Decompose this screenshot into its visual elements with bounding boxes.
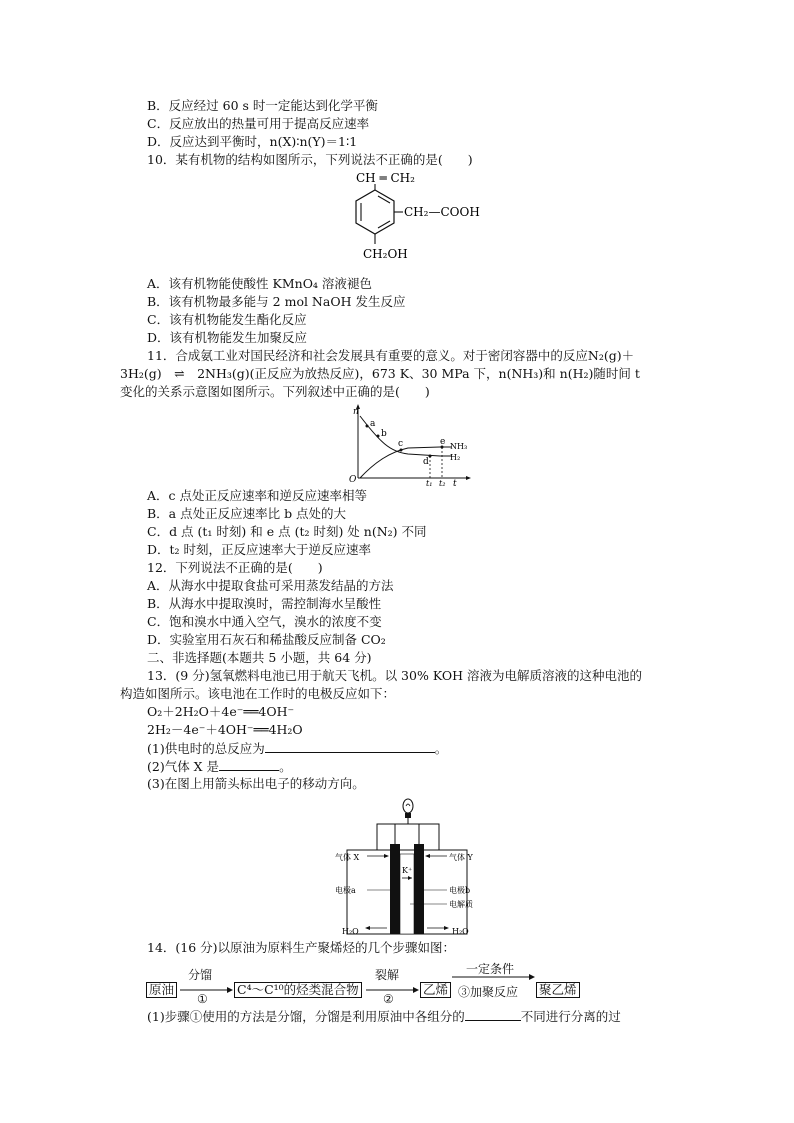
q14-part-1-end: 不同进行分离的过: [520, 1009, 621, 1024]
fuel-cell-electrolyte: 电解质: [449, 900, 473, 909]
q13-part-2-text: (2)气体 X 是: [147, 759, 220, 774]
graph-label-t2: t₂: [439, 479, 446, 486]
q13-part-1-text: (1)供电时的总反应为: [147, 741, 265, 756]
fuel-cell-electrode-a: 电极a: [335, 886, 356, 895]
fuel-cell-kplus: K⁺: [402, 866, 413, 875]
flow-condition: 一定条件: [466, 962, 515, 976]
q13-part-1-end: 。: [434, 741, 448, 756]
flow-step1-label: 分馏: [188, 968, 213, 982]
flow-step2-label: 裂解: [375, 968, 400, 982]
q12-option-a: A．从海水中提取食盐可采用蒸发结晶的方法: [147, 578, 394, 593]
fuel-cell-gas-x: 气体 X: [335, 853, 360, 862]
flow-mixture: C⁴～C¹⁰的烃类混合物: [234, 982, 362, 998]
q10-option-c: C．该有机物能发生酯化反应: [147, 312, 307, 327]
fuel-cell-gas-y: 气体 Y: [449, 853, 473, 862]
flow-step3-label: ③加聚反应: [458, 985, 519, 999]
graph-label-t: t: [453, 479, 457, 486]
flow-polyethylene: 聚乙烯: [536, 982, 580, 998]
q13-equation-2: 2H₂－4e⁻＋4OH⁻══4H₂O: [147, 722, 303, 737]
q13-part-3: (3)在图上用箭头标出电子的移动方向。: [147, 776, 365, 791]
graph-label-o: O: [349, 475, 357, 485]
q11-stem-line2: 3H₂(g) ⇌ 2NH₃(g)(正反应为放热反应)，673 K、30 MPa 下，n(NH₃)和 n(H₂)随时间 t: [120, 366, 640, 381]
fuel-cell-h2o-right: H₂O: [452, 927, 469, 936]
graph-label-h2: H₂: [450, 453, 461, 462]
q12-stem: 12．下列说法不正确的是( ): [147, 560, 323, 575]
flow-step2-number: ②: [383, 992, 394, 1006]
q14-stem: 14．(16 分)以原油为原料生产聚烯烃的几个步骤如图：: [147, 940, 456, 955]
q11-option-d: D．t₂ 时刻，正反应速率大于逆反应速率: [147, 542, 372, 557]
flow-ethylene: 乙烯: [420, 982, 451, 998]
q10-option-b: B．该有机物最多能与 2 mol NaOH 发生反应: [147, 294, 406, 309]
q13-equation-1: O₂＋2H₂O＋4e⁻══4OH⁻: [147, 704, 295, 719]
q13-stem-line2: 构造如图所示。该电池在工作时的电极反应如下：: [120, 686, 396, 701]
q14-part-1-blank[interactable]: [465, 1008, 521, 1021]
q11-stem-line3: 变化的关系示意图如图所示。下列叙述中正确的是( ): [120, 384, 430, 399]
q11-stem-line1: 11．合成氨工业对国民经济和社会发展具有重要的意义。对于密闭容器中的反应N₂(g)＋: [147, 348, 635, 363]
flow-crude-oil: 原油: [146, 982, 177, 998]
q14-part-1: [147, 1008, 621, 1025]
graph-label-nh3: NH₃: [450, 442, 468, 451]
q9-option-d: D．反应达到平衡时，n(X)∶n(Y)＝1∶1: [147, 134, 358, 149]
q11-option-a: A．c 点处正反应速率和逆反应速率相等: [147, 488, 368, 503]
q12-option-d: D．实验室用石灰石和稀盐酸反应制备 CO₂: [147, 632, 386, 647]
q10-structure-side: CH₂—COOH: [404, 205, 480, 219]
q10-stem: 10．某有机物的结构如图所示，下列说法不正确的是( ): [147, 152, 473, 167]
graph-label-e: e: [440, 437, 446, 447]
fuel-cell-electrode-b: 电极b: [449, 886, 471, 895]
q9-option-c: C．反应放出的热量可用于提高反应速率: [147, 116, 370, 131]
graph-label-c: c: [398, 439, 404, 449]
q10-structure-bottom: CH₂OH: [363, 247, 408, 261]
q12-option-b: B．从海水中提取溴时，需控制海水呈酸性: [147, 596, 382, 611]
q10-structure-top: CH ═ CH₂: [356, 172, 415, 185]
q11-option-b: B．a 点处正反应速率比 b 点处的大: [147, 506, 347, 521]
graph-label-n: n: [353, 407, 359, 417]
graph-label-b: b: [381, 429, 387, 439]
q13-stem-line1: 13．(9 分)氢氧燃料电池已用于航天飞机。以 30% KOH 溶液为电解质溶液的这种电池的: [147, 668, 642, 683]
q10-option-d: D．该有机物能发生加聚反应: [147, 330, 308, 345]
q13-part-2-end: 。: [279, 759, 292, 774]
q12-option-c: C．饱和溴水中通入空气，溴水的浓度不变: [147, 614, 382, 629]
graph-label-d: d: [423, 457, 429, 467]
q10-option-a: A．该有机物能使酸性 KMnO₄ 溶液褪色: [147, 276, 372, 291]
graph-label-t1: t₁: [426, 479, 433, 486]
section-heading: 二、非选择题(本题共 5 小题，共 64 分): [147, 650, 372, 665]
graph-label-a: a: [370, 419, 376, 429]
flow-step1-number: ①: [197, 992, 208, 1006]
q9-option-b: B．反应经过 60 s 时一定能达到化学平衡: [147, 98, 378, 113]
fuel-cell-h2o-left: H₂O: [342, 927, 359, 936]
q11-option-c: C．d 点 (t₁ 时刻) 和 e 点 (t₂ 时刻) 处 n(N₂) 不同: [147, 524, 427, 539]
q14-part-1-text: (1)步骤①使用的方法是分馏，分馏是利用原油中各组分的: [147, 1009, 465, 1024]
